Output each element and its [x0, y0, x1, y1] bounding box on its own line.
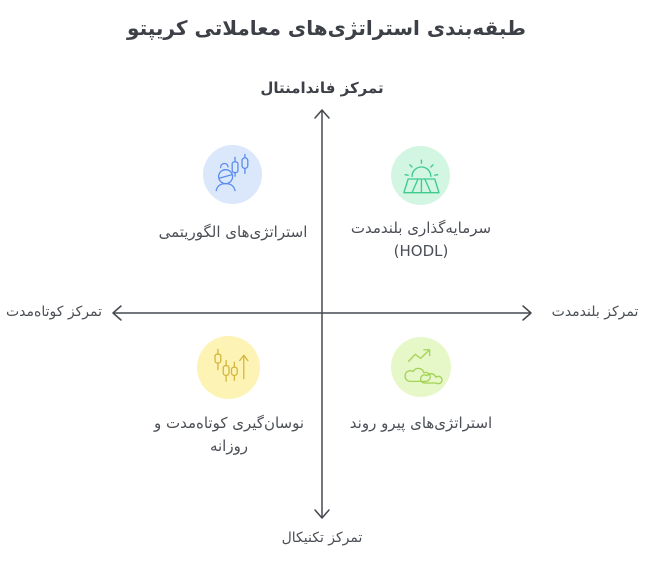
axis-label-fundamental: تمرکز فاندامنتال	[260, 79, 384, 97]
axis-label-short-term: تمرکز کوتاه‌مدت	[6, 304, 102, 320]
trend-clouds-arrow-icon	[398, 344, 444, 390]
axis-label-long-term: تمرکز بلندمدت	[551, 304, 639, 320]
candlesticks-up-arrow-icon	[206, 345, 252, 391]
quadrant-label: سرمایه‌گذاری بلندمدت (HODL)	[350, 219, 492, 260]
trader-candlesticks-icon	[210, 152, 256, 198]
swing-icon-circle	[197, 336, 260, 399]
axis-label-technical: تمرکز تکنیکال	[281, 530, 363, 546]
quadrant-label: استراتژی‌های پیرو روند	[349, 414, 493, 432]
algorithmic-icon-circle	[203, 145, 262, 204]
field-sunrise-icon	[397, 152, 445, 200]
diagram-title: طبقه‌بندی استراتژی‌های معاملاتی کریپتو	[127, 16, 526, 40]
quadrant-label: نوسان‌گیری کوتاه‌مدت و روزانه	[153, 414, 305, 455]
quadrant-label: استراتژی‌های الگوریتمی	[158, 223, 308, 241]
trend-icon-circle	[391, 337, 451, 397]
hodl-icon-circle	[391, 146, 450, 205]
